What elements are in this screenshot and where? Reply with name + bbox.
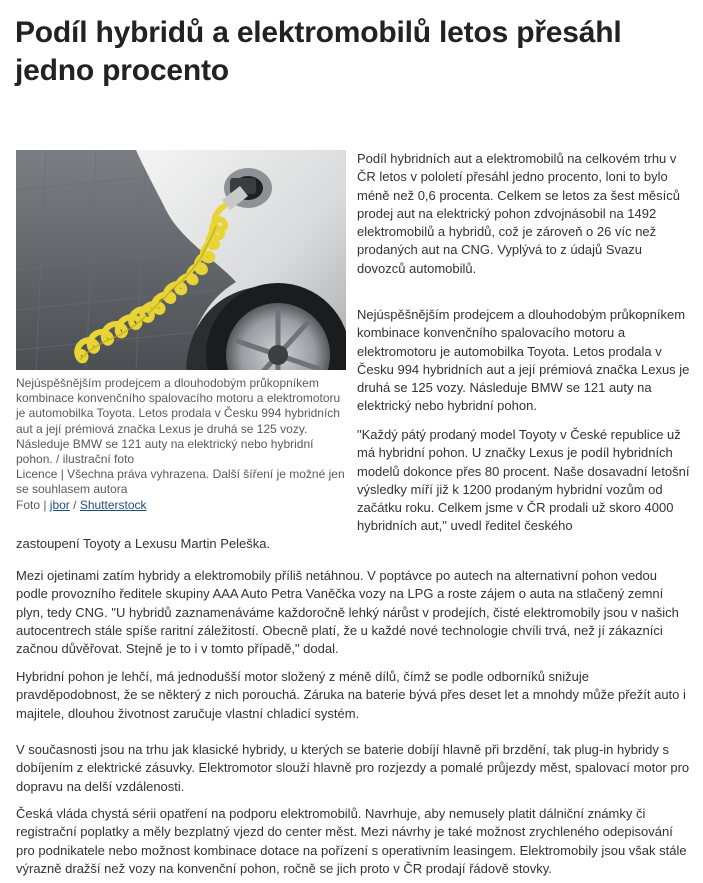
- article-paragraph: Hybridní pohon je lehčí, má jednodušší motor složený z méně dílů, čímž se podle odborníků snižuje pravděpodobnost, že se některý z nich porouchá. Záruka na baterie bývá přes deset let a mnohdy může přežít auto i majitele, dlouhou životnost zaručuje vlastní chladicí systém.: [16, 669, 686, 721]
- article-paragraph-continuation: zastoupení Toyoty a Lexusu Martin Peleška.: [16, 536, 271, 551]
- article-title: Podíl hybridů a elektromobilů letos přesáhl jedno procento: [15, 16, 622, 87]
- article-figure: [16, 150, 346, 513]
- article-photo[interactable]: [16, 150, 346, 370]
- article-paragraph: Nejúspěšnějším prodejcem a dlouhodobým průkopníkem kombinace konvenčního spalovacího motoru a elektromotoru je automobilka Toyota. Letos prodala v Česku 994 hybridních aut a její prémiová značka Lexus je druhá se 125 vozy. Následuje BMW se 121 auty na elektrický nebo hybridní pohon.: [357, 307, 690, 414]
- credit-agency-link[interactable]: Shutterstock: [79, 497, 147, 512]
- credit-separator: /: [69, 497, 80, 512]
- photo-caption: [16, 376, 351, 513]
- caption-license: Licence | Všechna práva vyhrazena. Další šíření je možné jen se souhlasem autora: [16, 467, 345, 497]
- article-paragraph: Česká vláda chystá sérii opatření na podporu elektromobilů. Navrhuje, aby nemusely platit dálniční známky či registrační poplatky a měly bezplatný vjezd do center měst. Mezi návrhy je také možnost zrychleného odepisování pro podnikatele nebo možnost kombinace dotace na pořízení s operativním leasingem. Elektromobily jsou však stále výrazně dražší než vozy na konvenční pohon, ročně se jich proto v ČR prodají řádově stovky.: [16, 806, 687, 876]
- article-paragraph: Podíl hybridních aut a elektromobilů na celkovém trhu v ČR letos v pololetí přesáhl jedno procento, loni to bylo méně než 0,6 procenta. Celkem se letos za šest měsíců prodej aut na elektrický pohon zdvojnásobil na 1492 elektromobilů a hybridů, což je zároveň o 26 víc než prodaných aut na CNG. Vyplývá to z údajů Svazu dovozců automobilů.: [357, 151, 680, 276]
- caption-text: Nejúspěšnějším prodejcem a dlouhodobým průkopníkem kombinace konvenčního spalovacího motoru a elektromotoru je automobilka Toyota. Letos prodala v Česku 994 hybridních aut a její prémiová značka Lexus je druhá se 125 vozy. Následuje BMW se 121 auty na elektrický nebo hybridní pohon. / ilustrační foto: [16, 376, 341, 467]
- caption-credit: [16, 498, 351, 513]
- article-paragraph: V současnosti jsou na trhu jak klasické hybridy, u kterých se baterie dobíjí hlavně při brzdění, tak plug-in hybridy s dobíjením z elektrické zásuvky. Elektromotor slouží hlavně pro rozjezdy a pomalé průjezdy měst, spalovací motor pro dopravu na delší vzdálenosti.: [16, 742, 690, 794]
- article-paragraph: "Každý pátý prodaný model Toyoty v České republice už má hybridní pohon. U značky Lexus je podíl hybridních modelů dokonce přes 80 procent. Naše dosavadní letošní výsledky míří již k 1200 prodaným hybridní vozům od začátku roku. Celkem jsme v ČR prodali už skoro 4000 hybridních aut," uvedl ředitel českého: [357, 427, 690, 534]
- credit-author-link[interactable]: jbor: [49, 497, 70, 512]
- credit-prefix: Foto |: [16, 497, 50, 512]
- article-paragraph: Mezi ojetinami zatím hybridy a elektromobily příliš netáhnou. V poptávce po autech na alternativní pohon vedou podle provozního ředitele skupiny AAA Auto Petra Vaněčka vozy na LPG a roste zájem o auta na stlačený zemní plyn, tedy CNG. "U hybridů zaznamenáváme každoročně lehký nárůst v prodejích, čisté elektromobily jsou v našich autocentrech stále spíše raritní záležitostí. Obecně platí, že u každé nové technologie chvíli trvá, než jí zákazníci začnou důvěřovat. Stejně je to i v tomto případě," dodal.: [16, 568, 679, 657]
